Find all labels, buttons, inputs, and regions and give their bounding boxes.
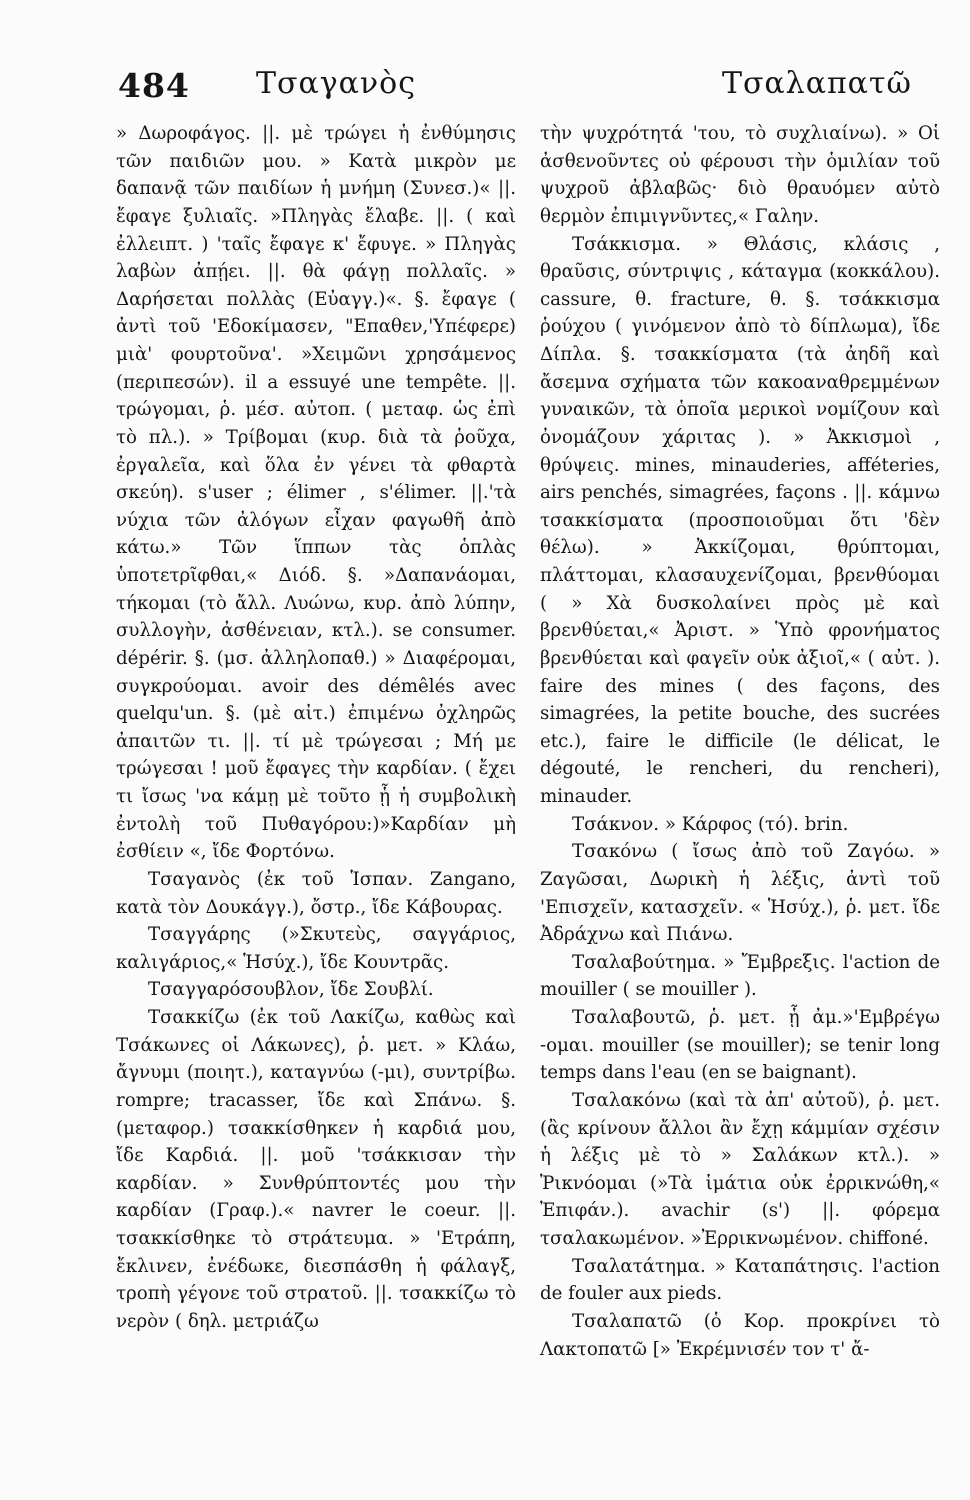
dictionary-entry: Τσαγγαρόσουβλον, ἴδε Σουβλί.	[148, 979, 434, 1001]
dictionary-entry: Τσαλακόνω (καὶ τὰ ἀπ' αὐτοῦ), ῥ. μετ. (ἂς κρίνουν ἄλλοι ἂν ἔχῃ κάμμίαν σχέσιν ἡ λέξις μὲ τὸ » Σαλάκων κτλ.). » Ῥικνόομαι (»Τὰ ἱμάτια οὐκ ἐρρικνώθη,« Ἐπιφάν.). avachir (s') ||. φόρεμα τσαλακωμένον. »Ἐρρικνωμένον. chiffoné.	[540, 1089, 940, 1249]
dictionary-entry: Τσάκκισμα. » Θλάσις, κλάσις , θραῦσις, σύντριψις , κάταγμα (κοκκάλου). cassure, θ. fracture, θ. §. τσάκκισμα ῥούχου ( γινόμενον ἀπὸ τὸ δίπλωμα), ἴδε Δίπλα. §. τσακκίσματα (τὰ ἀηδῆ καὶ ἄσεμνα σχήματα τῶν κακοαναθρεμμένων γυναικῶν, τὰ ὁποῖα μερικοὶ νομίζουν καὶ ὀνομάζουν χάριτας ). » Ἀκκισμοὶ , θρύψεις. mines, minauderies, afféteries, airs penchés, simagrées, façons . ||. κάμνω τσακκίσματα (προσποιοῦμαι ὅτι 'δὲν θέλω). » Ἀκκίζομαι, θρύπτομαι, πλάττομαι, κλασαυχενίζομαι, βρενθύομαι ( » Χὰ δυσκολαίνει πρὸς μὲ καὶ βρενθύεται,« Ἀριστ. » Ὑπὸ φρονήματος βρενθύεται καὶ φαγεῖν οὐκ ἀξιοῖ,« ( αὐτ. ). faire des mines ( des façons, des simagrées, la petite bouche, des sucrées etc.), faire le difficile (le délicat, le dégouté, le rencheri, du rencheri), minauder.	[540, 233, 940, 807]
page-number: 484	[118, 66, 190, 105]
right-column	[540, 120, 940, 1363]
dictionary-entry: Τσαλαβουτῶ, ῥ. μετ. ᾗ ἀμ.»'Εμβρέγω -ομαι. mouiller (se mouiller); se tenir long temps dans l'eau (en se baignant).	[540, 1007, 940, 1084]
right-guide-word: Τσαλαπατῶ	[721, 66, 912, 101]
dictionary-entry: Τσαλαβούτημα. » Ἔμβρεξις. l'action de mouiller ( se mouiller ).	[540, 951, 940, 1001]
dictionary-entry: Τσάκνον. » Κάρφος (τό). brin.	[572, 813, 849, 835]
dictionary-entry: Τσαγγάρης (»Σκυτεὺς, σαγγάριος, καλιγάριος,« Ἡσύχ.), ἴδε Κουντρᾶς.	[116, 924, 516, 973]
dictionary-entry: Τσαλαπατῶ (ὁ Κορ. προκρίνει τὸ Λακτοπατῶ [» Ἐκρέμνισέν τον τ' ἄ-	[540, 1310, 940, 1360]
dictionary-entry: Τσακκίζω (ἐκ τοῦ Λακίζω, καθὼς καὶ Τσάκωνες οἱ Λάκωνες), ῥ. μετ. » Κλάω, ἄγνυμι (ποιητ.), καταγνύω (-μι), συντρίβω. rompre; tracasser, ἴδε καὶ Σπάνω. §. (μεταφορ.) τσακκίσθηκεν ἡ καρδιά μου, ἴδε Καρδιά. ||. μοῦ 'τσάκκισαν τὴν καρδίαν. » Συνθρύπτοντές μου τὴν καρδίαν (Γραφ.).« navrer le coeur. ||. τσακκίσθηκε τὸ στράτευμα. » 'Ετράπη, ἔκλινεν, ἐνέδωκε, διεσπάσθη ἡ φάλαγξ, τροπὴ γέγονε τοῦ στρατοῦ. ||. τσακκίζω τὸ νερὸν ( δηλ. μετριάζω	[116, 1007, 516, 1332]
left-column	[116, 120, 516, 1336]
dictionary-entry: Τσακόνω ( ἴσως ἀπὸ τοῦ Ζαγόω. » Ζαγῶσαι, Δωρικὴ ἡ λέξις, ἀντὶ τοῦ 'Επισχεῖν, κατασχεῖν. « Ἡσύχ.), ῥ. μετ. ἴδε Ἀδράχνω καὶ Πιάνω.	[540, 841, 940, 946]
left-guide-word: Τσαγανὸς	[256, 66, 417, 101]
entry-continuation: τὴν ψυχρότητά 'του, τὸ συχλιαίνω). » Οἱ ἀσθενοῦντες οὐ φέρουσι τὴν ὁμιλίαν τοῦ ψυχροῦ ἀβλαβῶς· διὸ θραυόμεν αὐτὸ θερμὸν ἐπιμιγνῦντες,« Γαλην.	[540, 123, 940, 227]
entry-continuation: » Δωροφάγος. ||. μὲ τρώγει ἡ ἐνθύμησις τῶν παιδιῶν μου. » Κατὰ μικρὸν με δαπανᾷ τῶν παιδίων ἡ μνήμη (Συνεσ.)« ||. ἔφαγε ξυλιαῖς. »Πληγὰς ἔλαβε. ||. ( καὶ ἐλλειπτ. ) 'ταῖς ἔφαγε κ' ἔφυγε. » Πληγὰς λαβὼν ἀπῄει. ||. θὰ φάγῃ πολλαῖς. » Δαρήσεται πολλὰς (Εὐαγγ.)«. §. ἔφαγε ( ἀντὶ τοῦ 'Εδοκίμασεν, "Επαθεν,'Υπέφερε) μιὰ' φουρτοῦνα'. »Χειμῶνι χρησάμενος (περιπεσών). il a essuyé une tempête. ||. τρώγομαι, ῥ. μέσ. αὐτοπ. ( μεταφ. ὡς ἐπὶ τὸ πλ.). » Τρίβομαι (κυρ. διὰ τὰ ῥοῦχα, ἐργαλεῖα, καὶ ὅλα ἐν γένει τὰ φθαρτὰ σκεύη). s'user ; élimer , s'élimer. ||.'τὰ νύχια τῶν ἀλόγων εἶχαν φαγωθῆ ἀπὸ κάτω.» Τῶν ἵππων τὰς ὁπλὰς ὑποτετρῖφθαι,« Διόδ. §. »Δαπανάομαι, τήκομαι (τὸ ἄλλ. Λυώνω, κυρ. ἀπὸ λύπην, συλλογὴν, ἀσθένειαν, κτλ.). se consumer. dépérir. §. (μσ. ἀλληλοπαθ.) » Διαφέρομαι, συγκρούομαι. avoir des démêlés avec quelqu'un. §. (μὲ αἰτ.) ἐπιμένω ὀχληρῶς ἀπαιτῶν τι. ||. τί μὲ τρώγεσαι ; Μή με τρώγεσαι ! μοῦ ἔφαγες τὴν καρδίαν. ( ἔχει τι ἴσως 'να κάμῃ μὲ τοῦτο ᾗ ἡ συμβολικὴ ἐντολὴ τοῦ Πυθαγόρου:)»Καρδίαν μὴ ἐσθίειν «, ἴδε Φορτόνω.	[116, 123, 516, 863]
dictionary-entry: Τσαγανὸς (ἐκ τοῦ Ἱσπαν. Zangano, κατὰ τὸν Δουκάγγ.), ὄστρ., ἴδε Κάβουρας.	[116, 868, 516, 918]
dictionary-entry: Τσαλατάτημα. » Καταπάτησις. l'action de fouler aux pieds.	[540, 1255, 940, 1305]
running-head	[118, 62, 948, 112]
